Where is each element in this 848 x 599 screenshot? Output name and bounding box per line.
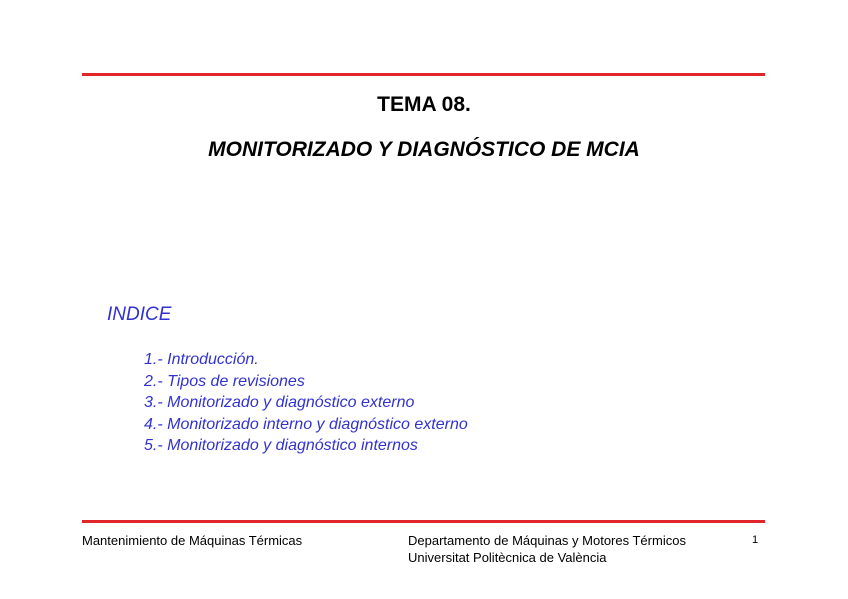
index-list xyxy=(144,349,468,457)
slide-title: TEMA 08. xyxy=(377,93,471,116)
footer-course: Mantenimiento de Máquinas Térmicas xyxy=(82,533,303,548)
page-number: 1 xyxy=(752,534,759,546)
index-item: 3.- Monitorizado y diagnóstico externo xyxy=(144,394,415,411)
bottom-divider xyxy=(82,520,765,523)
index-item: 2.- Tipos de revisiones xyxy=(144,372,305,390)
index-heading: INDICE xyxy=(107,304,172,325)
index-item: 4.- Monitorizado interno y diagnóstico externo xyxy=(144,415,468,433)
footer-institution xyxy=(408,532,686,566)
index-item: 1.- Introducción. xyxy=(144,351,259,368)
footer-university: Universitat Politècnica de València xyxy=(408,550,607,565)
footer-department: Departamento de Máquinas y Motores Térmicos xyxy=(408,533,686,548)
index-item: 5.- Monitorizado y diagnóstico internos xyxy=(144,437,418,454)
slide-subtitle: MONITORIZADO Y DIAGNÓSTICO DE MCIA xyxy=(208,138,640,161)
top-divider xyxy=(82,73,765,76)
